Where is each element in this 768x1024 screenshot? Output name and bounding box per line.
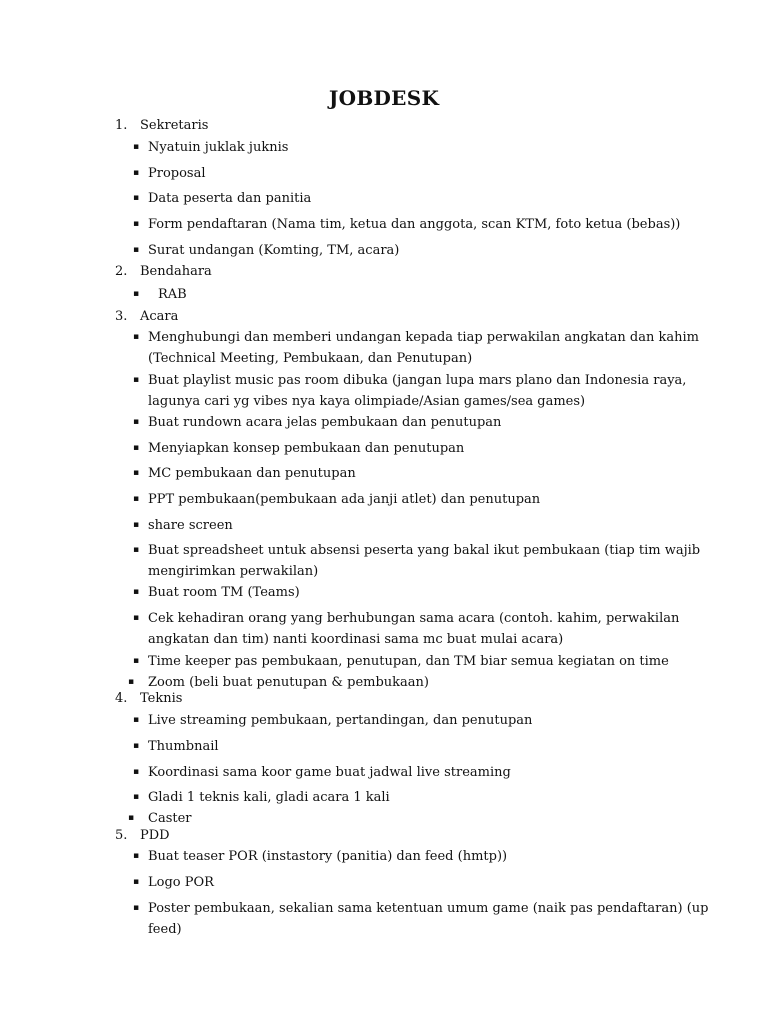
list-item: Poster pembukaan, sekalian sama ketentuan umum game (naik pas pendaftaran) (up xyxy=(148,901,709,916)
bullet-icon: ▪ xyxy=(133,613,140,623)
bullet-icon: ▪ xyxy=(133,375,140,385)
list-item: Buat playlist music pas room dibuka (jangan lupa mars plano dan Indonesia raya, xyxy=(148,373,687,388)
bullet-icon: ▪ xyxy=(128,677,135,687)
bullet-icon: ▪ xyxy=(133,168,140,178)
list-item: Menghubungi dan memberi undangan kepada tiap perwakilan angkatan dan kahim xyxy=(148,330,699,345)
bullet-icon: ▪ xyxy=(133,245,140,255)
list-item: Live streaming pembukaan, pertandingan, dan penutupan xyxy=(148,713,533,728)
bullet-icon: ▪ xyxy=(133,587,140,597)
bullet-icon: ▪ xyxy=(133,332,140,342)
bullet-icon: ▪ xyxy=(133,792,140,802)
list-item-continuation: (Technical Meeting, Pembukaan, dan Penutupan) xyxy=(148,351,473,366)
list-item: Gladi 1 teknis kali, gladi acara 1 kali xyxy=(148,790,390,805)
list-item: MC pembukaan dan penutupan xyxy=(148,466,356,481)
bullet-icon: ▪ xyxy=(133,193,140,203)
section-number: 5. xyxy=(115,828,128,843)
list-item-continuation: mengirimkan perwakilan) xyxy=(148,564,319,579)
bullet-icon: ▪ xyxy=(133,289,140,299)
list-item: Buat rundown acara jelas pembukaan dan penutupan xyxy=(148,415,502,430)
bullet-icon: ▪ xyxy=(133,741,140,751)
bullet-icon: ▪ xyxy=(133,851,140,861)
list-item: Form pendaftaran (Nama tim, ketua dan anggota, scan KTM, foto ketua (bebas)) xyxy=(148,217,681,232)
bullet-icon: ▪ xyxy=(133,715,140,725)
list-item: PPT pembukaan(pembukaan ada janji atlet) dan penutupan xyxy=(148,492,541,507)
section-number: 3. xyxy=(115,309,128,324)
section-number: 1. xyxy=(115,118,128,133)
list-item-continuation: lagunya cari yg vibes nya kaya olimpiade/Asian games/sea games) xyxy=(148,394,586,409)
section-title-bendahara: Bendahara xyxy=(140,264,212,279)
bullet-icon: ▪ xyxy=(133,142,140,152)
bullet-icon: ▪ xyxy=(133,767,140,777)
list-item: Caster xyxy=(148,811,192,826)
bullet-icon: ▪ xyxy=(133,877,140,887)
list-item: Surat undangan (Komting, TM, acara) xyxy=(148,243,400,258)
section-number: 4. xyxy=(115,691,128,706)
bullet-icon: ▪ xyxy=(133,219,140,229)
section-title-sekretaris: Sekretaris xyxy=(140,118,209,133)
section-title-acara: Acara xyxy=(140,309,179,324)
document-title: JOBDESK xyxy=(328,86,440,110)
list-item: Koordinasi sama koor game buat jadwal live streaming xyxy=(148,765,511,780)
list-item: Time keeper pas pembukaan, penutupan, dan TM biar semua kegiatan on time xyxy=(148,654,669,669)
list-item: Logo POR xyxy=(148,875,214,890)
list-item: share screen xyxy=(148,518,233,533)
list-item: Cek kehadiran orang yang berhubungan sama acara (contoh. kahim, perwakilan xyxy=(148,611,680,626)
list-item: RAB xyxy=(158,287,187,302)
bullet-icon: ▪ xyxy=(133,656,140,666)
section-title-pdd: PDD xyxy=(140,828,170,843)
list-item: Zoom (beli buat penutupan & pembukaan) xyxy=(148,675,429,690)
section-number: 2. xyxy=(115,264,128,279)
bullet-icon: ▪ xyxy=(133,520,140,530)
list-item: Thumbnail xyxy=(148,739,219,754)
list-item: Buat teaser POR (instastory (panitia) dan feed (hmtp)) xyxy=(148,849,508,864)
bullet-icon: ▪ xyxy=(133,903,140,913)
list-item: Nyatuin juklak juknis xyxy=(148,140,289,155)
list-item: Buat room TM (Teams) xyxy=(148,585,300,600)
bullet-icon: ▪ xyxy=(133,468,140,478)
bullet-icon: ▪ xyxy=(133,417,140,427)
list-item: Menyiapkan konsep pembukaan dan penutupan xyxy=(148,441,465,456)
list-item: Data peserta dan panitia xyxy=(148,191,312,206)
list-item-continuation: feed) xyxy=(148,922,182,937)
list-item: Proposal xyxy=(148,166,206,181)
bullet-icon: ▪ xyxy=(133,494,140,504)
list-item-continuation: angkatan dan tim) nanti koordinasi sama mc buat mulai acara) xyxy=(148,632,564,647)
bullet-icon: ▪ xyxy=(133,443,140,453)
section-title-teknis: Teknis xyxy=(140,691,183,706)
list-item: Buat spreadsheet untuk absensi peserta yang bakal ikut pembukaan (tiap tim wajib xyxy=(148,543,701,558)
bullet-icon: ▪ xyxy=(128,813,135,823)
bullet-icon: ▪ xyxy=(133,545,140,555)
